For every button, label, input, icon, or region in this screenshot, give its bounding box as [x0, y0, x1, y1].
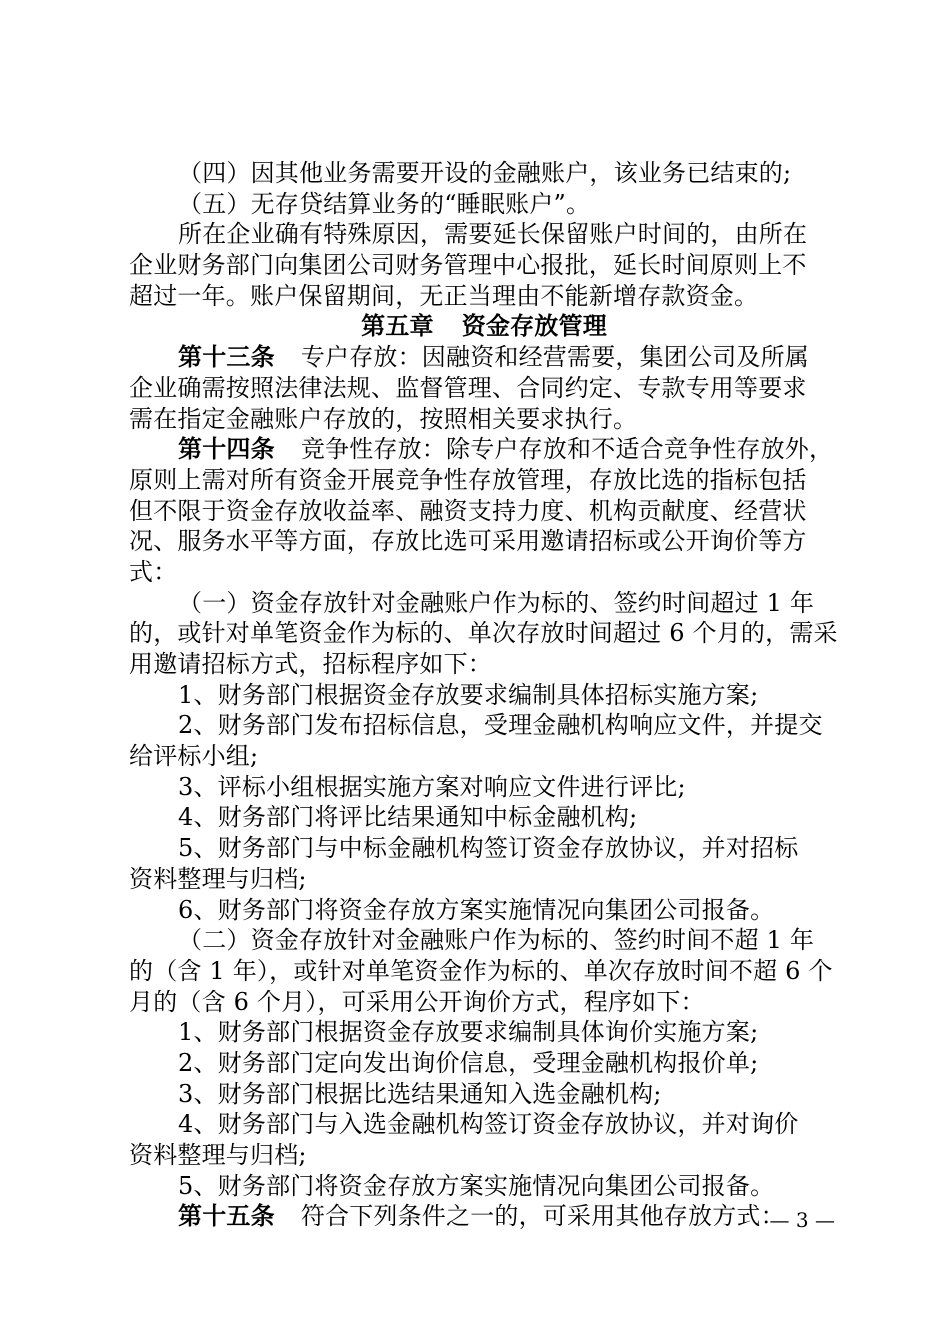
article-label: 第十三条 [178, 342, 275, 372]
paragraph-line: （一）资金存放针对金融账户作为标的、签约时间超过 1 年 [178, 588, 815, 617]
paragraph-line: 原则上需对所有资金开展竞争性存放管理，存放比选的指标包括 [129, 465, 807, 494]
document-body [129, 158, 839, 1232]
paragraph-line: 企业确需按照法律法规、监督管理、合同约定、专款专用等要求 [129, 373, 807, 402]
paragraph-line: 所在企业确有特殊原因，需要延长保留账户时间的，由所在 [178, 220, 808, 249]
list-item: 5、财务部门将资金存放方案实施情况向集团公司报备。 [178, 1171, 775, 1200]
list-item-continuation: 资料整理与归档; [129, 864, 307, 893]
paragraph-line: 超过一年。账户保留期间，无正当理由不能新增存款资金。 [129, 281, 759, 310]
paragraph-line: （五）无存贷结算业务的“睡眠账户”。 [178, 189, 591, 218]
list-item: 3、财务部门根据比选结果通知入选金融机构; [178, 1079, 662, 1108]
paragraph-line: 况、服务水平等方面，存放比选可采用邀请招标或公开询价等方 [129, 527, 807, 556]
list-item: 1、财务部门根据资金存放要求编制具体询价实施方案; [178, 1018, 759, 1047]
list-item: 4、财务部门将评比结果通知中标金融机构; [178, 803, 638, 832]
article-text: 竞争性存放：除专户存放和不适合竞争性存放外， [300, 435, 834, 464]
list-item: 2、财务部门发布招标信息，受理金融机构响应文件，并提交 [178, 711, 823, 740]
list-item: 1、财务部门根据资金存放要求编制具体招标实施方案; [178, 680, 759, 709]
paragraph-line: 的（含 1 年），或针对单笔资金作为标的、单次存放时间不超 6 个 [129, 956, 833, 985]
paragraph-line: 式： [129, 557, 178, 586]
list-item: 6、财务部门将资金存放方案实施情况向集团公司报备。 [178, 895, 775, 924]
paragraph-line: 的，或针对单笔资金作为标的、单次存放时间超过 6 个月的，需采 [129, 619, 838, 648]
article-label: 第十四条 [178, 434, 275, 464]
list-item: 4、财务部门与入选金融机构签订资金存放协议，并对询价 [178, 1110, 799, 1139]
list-item: 2、财务部门定向发出询价信息，受理金融机构报价单; [178, 1048, 759, 1077]
paragraph-line: 企业财务部门向集团公司财务管理中心报批，延长时间原则上不 [129, 251, 807, 280]
paragraph-line: （四）因其他业务需要开设的金融账户，该业务已结束的; [178, 159, 792, 187]
chapter-heading [129, 311, 839, 342]
list-item-continuation: 给评标小组; [129, 742, 259, 771]
list-item-continuation: 资料整理与归档; [129, 1141, 307, 1169]
article-label: 第十五条 [178, 1201, 275, 1231]
paragraph-line: 但不限于资金存放收益率、融资支持力度、机构贡献度、经营状 [129, 496, 807, 525]
article-text: 符合下列条件之一的，可采用其他存放方式： [300, 1202, 785, 1231]
list-item: 3、评标小组根据实施方案对响应文件进行评比; [178, 772, 686, 801]
paragraph-line: 需在指定金融账户存放的，按照相关要求执行。 [129, 404, 638, 433]
article-15-line [129, 1201, 839, 1232]
paragraph-line: 用邀请招标方式，招标程序如下： [129, 650, 492, 678]
paragraph-line: （二）资金存放针对金融账户作为标的、签约时间不超 1 年 [178, 926, 815, 955]
page-number: — 3 — [769, 1208, 835, 1232]
list-item: 5、财务部门与中标金融机构签订资金存放协议，并对招标 [178, 834, 799, 863]
chapter-title: 资金存放管理 [461, 311, 607, 341]
paragraph-line: 月的（含 6 个月），可采用公开询价方式，程序如下： [129, 987, 705, 1016]
chapter-number: 第五章 [361, 311, 434, 341]
article-14-line [129, 434, 839, 465]
article-13-line [129, 342, 839, 373]
article-text: 专户存放：因融资和经营需要，集团公司及所属 [300, 343, 810, 372]
